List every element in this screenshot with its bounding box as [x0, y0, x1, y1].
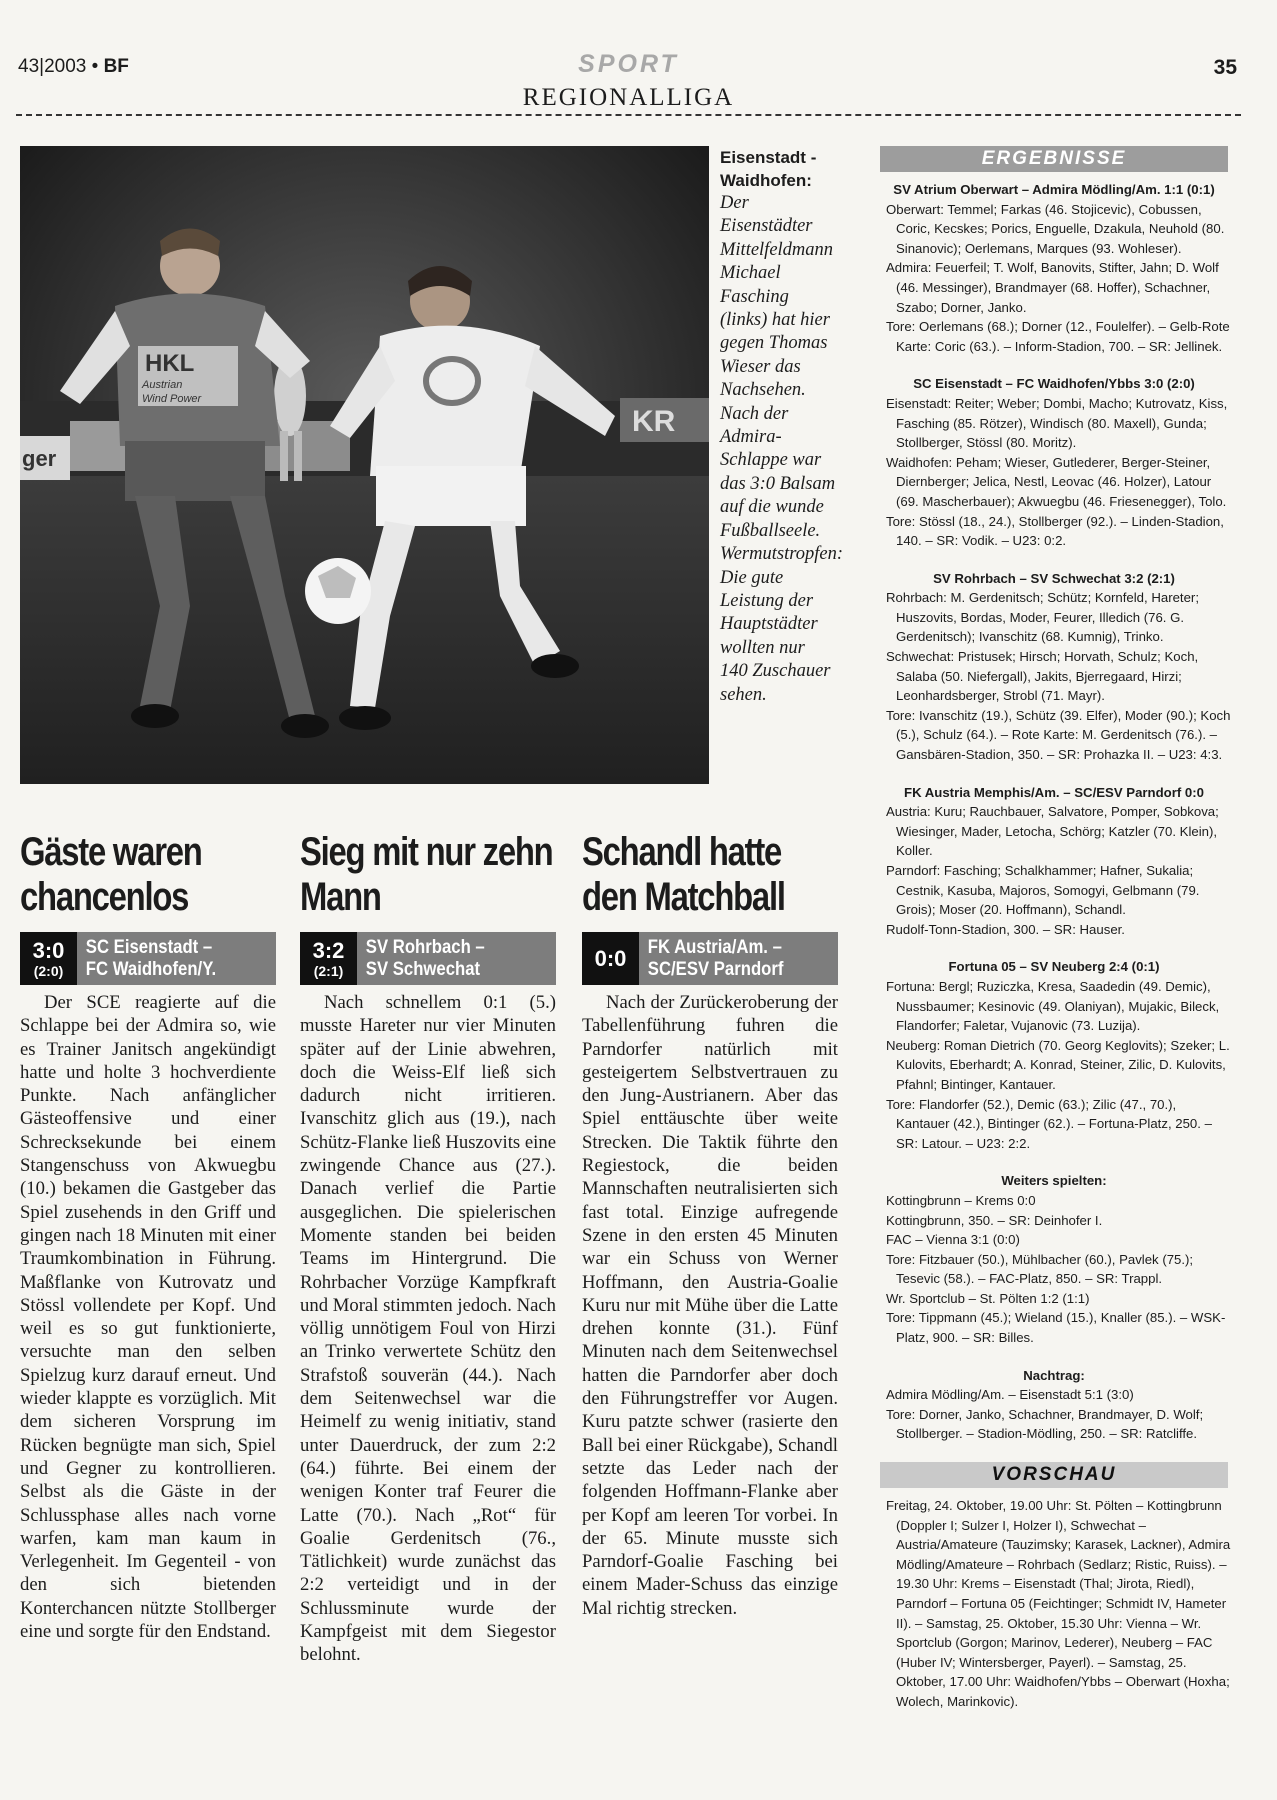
shirt-sponsor-line1: Austrian [142, 379, 183, 391]
publication-name: BF [103, 56, 129, 77]
result-line: Rohrbach: M. Gerdenitsch; Schütz; Kornfeld, Hareter; Huszovits, Bordas, Moder, Feurer, Illedich (76. G. Gerdenitsch); Ivanschitz (68. Kumnig), Trinko. [886, 590, 1199, 645]
result-line: Tore: Tippmann (45.); Wieland (15.), Knaller (85.). – WSK-Platz, 900. – SR: Billes. [886, 1310, 1226, 1346]
result-title: SV Rohrbach – SV Schwechat 3:2 (2:1) [933, 570, 1175, 586]
match-photo [20, 146, 709, 784]
result-line: Tore: Stössl (18., 24.), Stollberger (92.). – Linden-Stadion, 140. – SR: Vodik. – U23: 0:2. [886, 513, 1224, 549]
page-number: 35 [1213, 56, 1237, 79]
article-paragraph: Nach schnellem 0:1 (5.) musste Hareter nur vier Minuten später auf der Linie abwehren, doch die Weiss-Elf ließ sich dadurch nicht irritieren. Ivanschitz glich aus (19.), nach Schütz-Flanke ließ Huszovits eine zwingende Chance aus (27.). Danach verlief die Partie ausgeglichen. Die spielerischen Momente standen bei beiden Teams im Hintergrund. Die Rohrbacher Vorzüge Kampfkraft und Moral stimmten jedoch. Nach völlig unnötigem Foul von Hirzi an Trinko verwertete Schütz den Strafstoß souverän (44.). Nach dem Seitenwechsel war die Heimelf zu wenig initiativ, stand unter Dauerdruck, der zum 2:2 (64.) führte. Bei einem der wenigen Konter traf Feurer die Latte (70.). Nach „Rot“ für Goalie Gerdenitsch (76., Tätlichkeit) wurde zunächst das 2:2 verteidigt und in der Schlussminute wurde der Kampfgeist mit dem Siegestor belohnt. [300, 992, 556, 1666]
result-line: Wr. Sportclub – St. Pölten 1:2 (1:1) [886, 1290, 1090, 1306]
article-headline: Gäste waren chancenlos [20, 830, 202, 919]
article-headline: Schandl hatte den Matchball [582, 830, 785, 919]
issue-number: 43|2003 • [18, 56, 99, 77]
score-box [20, 932, 77, 985]
result-line: Admira Mödling/Am. – Eisenstadt 5:1 (3:0) [886, 1387, 1134, 1403]
away-team: FC Waidhofen/Y. [85, 959, 217, 980]
result-line: Neuberg: Roman Dietrich (70. Georg Keglovits); Szeker; L. Kulovits, Eberhardt; A. Konrad, Steiner, Zilic, D. Kulovits, Pfahnl; Bintinger, Kantauer. [886, 1037, 1230, 1092]
result-line: Rudolf-Tonn-Stadion, 300. – SR: Hauser. [886, 921, 1125, 937]
result-line: Tore: Flandorfer (52.), Demic (63.); Zilic (47., 70.), Kantauer (42.), Bintinger (62.). – Fortuna-Platz, 250. – SR: Latour. – U23: 2:2. [886, 1096, 1212, 1151]
article-austria [582, 830, 838, 1620]
result-title: Nachtrag: [1023, 1367, 1085, 1383]
preview-heading: VORSCHAU [880, 1462, 1228, 1488]
result-line: Eisenstadt: Reiter; Weber; Dombi, Macho; Kutrovatz, Kiss, Fasching (85. Rötzer), Windisch (80. Maxell), Gunda; Stollberger, Stössl (80. Moritz). [886, 395, 1228, 451]
shirt-sponsor-logo: HKL [145, 350, 195, 377]
caption-title: Eisenstadt - Waidhofen: [720, 148, 817, 190]
result-line: Austria: Kuru; Rauchbauer, Salvatore, Pomper, Sobkova; Wiesinger, Mader, Letocha, Schörg; Katzler (70. Klein), Koller. [886, 804, 1219, 859]
away-team: SV Schwechat [365, 959, 481, 980]
score-bar [582, 932, 838, 985]
score-box [300, 932, 357, 985]
photo-caption [720, 146, 843, 707]
results-list [876, 180, 1232, 1444]
article-eisenstadt [20, 830, 276, 1643]
article-body [20, 991, 276, 1643]
result-block [876, 1171, 1232, 1347]
article-rohrbach [300, 830, 556, 1667]
results-column [876, 146, 1232, 1730]
article-paragraph: Nach der Zurückeroberung der Tabellenführung fuhren die Parndorfer natürlich mit gesteigertem Selbstvertrauen zu den Jung-Austrianern. Aber das Spiel enttäuschte über weite Strecken. Die Taktik führte den Regiestock, die beiden Mannschaften neutralisierten sich fast total. Einzige aufregende Szene in den ersten 45 Minuten war ein Schuss von Werner Hoffmann, den Austria-Goalie Kuru nur mit Mühe über die Latte drehen konnte (31.). Fünf Minuten nach dem Seitenwechsel hatten die Parndorfer aber doch den Führungstreffer vor Augen. Kuru patzte schwer (rasierte den Ball bei einer Rückgabe), Schandl setzte das Leder nach der folgenden Hoffmann-Flanke aber per Kopf am leeren Tor vorbei. In der 65. Minute musste sich Parndorf-Goalie Fasching bei einem Mader-Schuss das einzige Mal richtig strecken. [582, 992, 838, 1619]
home-team: FK Austria/Am. – [647, 937, 782, 958]
result-block [876, 374, 1232, 550]
match-photo-illustration [20, 146, 709, 784]
result-line: Waidhofen: Peham; Wieser, Gutlederer, Berger-Steiner, Diernberger; Jelica, Nestl, Leovac (46. Holzer), Latour (69. Mascherbauer); Akwuegbu (46. Friesenegger), Tolo. [886, 454, 1227, 509]
match-teams [639, 932, 783, 985]
score-box [582, 932, 639, 985]
svg-text:ger: ger [22, 446, 57, 471]
result-line: Fortuna: Bergl; Ruziczka, Kresa, Saadedin (49. Demic), Nussbaumer; Kesinovic (49. Olaniyan), Mujakic, Bileck, Flandorfer; Faletar, Vujanovic (73. Luzija). [886, 978, 1220, 1034]
score-bar [300, 932, 556, 985]
away-team: SC/ESV Parndorf [647, 959, 784, 980]
section-title: SPORT [578, 50, 679, 78]
result-block [876, 180, 1232, 356]
preview-block [876, 1496, 1232, 1712]
halftime-score: (2:1) [313, 962, 344, 979]
match-teams [77, 932, 216, 985]
final-score: 0:0 [594, 945, 627, 971]
result-line: Kottingbrunn, 350. – SR: Deinhofer I. [886, 1212, 1103, 1228]
result-line: Tore: Oerlemans (68.); Dorner (12., Foulelfer). – Gelb-Rote Karte: Coric (63.). – Inform-Stadion, 700. – SR: Jellinek. [886, 319, 1230, 354]
subsection-title: REGIONALLIGA [522, 84, 735, 111]
result-line: Kottingbrunn – Krems 0:0 [886, 1192, 1036, 1208]
article-paragraph: Der SCE reagierte auf die Schlappe bei der Admira so, wie es Trainer Janitsch angekündigt hatte und holte 3 hochverdiente Punkte. Nach anfänglicher Gästeoffensive und einer Schrecksekunde bei einem Stangenschuss von Akwuegbu (10.) bekamen die Gastgeber das Spiel zusehends in den Griff und gingen nach 18 Minuten mit einer Traumkombination in Führung. Maßflanke von Kutrovatz und Stössl vollendete per Kopf. Und weil es so gut funktionierte, versuchte man den selben Spielzug kurz darauf erneut. Und wieder klappte es vorzüglich. Mit dem sicheren Vorsprung im Rücken begnügte man sich, Spiel und Gegner zu kontrollieren. Selbst als die Gäste in der Schlussphase alles nach vorne warfen, kam man kaum in Verlegenheit. Im Gegenteil - von den sich bietenden Konterchancen nützte Stollberger eine und sorgte für den Endstand. [20, 992, 276, 1643]
result-title: Weiters spielten: [1001, 1173, 1107, 1189]
result-block [876, 1366, 1232, 1444]
result-title: FK Austria Memphis/Am. – SC/ESV Parndorf 0:0 [904, 784, 1204, 800]
home-team: SV Rohrbach – [365, 937, 485, 958]
result-title: Fortuna 05 – SV Neuberg 2:4 (0:1) [948, 959, 1160, 975]
final-score: 3:2 [312, 937, 345, 963]
article-body [582, 991, 838, 1620]
result-line: Tore: Dorner, Janko, Schachner, Brandmayer, D. Wolf; Stollberger. – Stadion-Mödling, 250. – SR: Ratcliffe. [886, 1406, 1204, 1442]
header-divider [16, 114, 1241, 116]
preview-text: Freitag, 24. Oktober, 19.00 Uhr: St. Pölten – Kottingbrunn (Doppler I; Sulzer I, Holzer I), Schwechat – Austria/Amateure (Tauzimsky; Karasek, Lackner), Admira Mödling/Amateure – Rohrbach (Sedlarz; Ristic, Ruiss). – 19.30 Uhr: Krems – Eisenstadt (Thal; Jirota, Riedl), Parndorf – Fortuna 05 (Feichtinger; Schmidt IV, Hameter II). – Samstag, 25. Oktober, 15.30 Uhr: Vienna – Wr. Sportclub (Gorgon; Marinov, Lederer), Neuberg – FAC (Huber IV; Wintersberger, Payerl). – Samstag, 25. Oktober, 17.00 Uhr: Waidhofen/Ybbs – Oberwart (Hoxha; Wolech, Marinkovic). [886, 1498, 1231, 1709]
results-heading: ERGEBNISSE [880, 146, 1228, 172]
final-score: 3:0 [32, 937, 65, 963]
football [305, 558, 371, 624]
result-line: Admira: Feuerfeil; T. Wolf, Banovits, Stifter, Jahn; D. Wolf (46. Messinger), Brandmayer (68. Hoffer), Schachner, Szabo; Dorner, Janko. [886, 260, 1219, 315]
page-header [16, 48, 1241, 110]
result-line: Tore: Fitzbauer (50.), Mühlbacher (60.), Pavlek (75.); Tesevic (58.). – FAC-Platz, 850. – SR: Trappl. [886, 1251, 1194, 1287]
result-block [876, 783, 1232, 940]
article-headline: Sieg mit nur zehn Mann [300, 830, 553, 919]
halftime-score: (2:0) [33, 962, 64, 979]
match-teams [357, 932, 485, 985]
result-line: FAC – Vienna 3:1 (0:0) [886, 1232, 1020, 1248]
result-block [876, 957, 1232, 1153]
result-line: Schwechat: Pristusek; Hirsch; Horvath, Schulz; Koch, Salaba (50. Niefergall), Jakits, Bjerregaard, Hirzi; Leonhardsberger, Strobl (71. Mayr). [886, 649, 1199, 704]
result-line: Tore: Ivanschitz (19.), Schütz (39. Elfer), Moder (90.); Koch (5.), Schulz (64.). – Rote Karte: M. Gerdenitsch (76.). – Gansbären-Stadion, 350. – SR: Prohazka II. – U23: 4:3. [886, 707, 1231, 763]
result-line: Oberwart: Temmel; Farkas (46. Stojicevic), Cobussen, Coric, Kecskes; Porics, Enguelle, Dzakula, Neuhold (80. Sinanovic); Oerlemans, Marques (93. Wohleser). [886, 201, 1225, 256]
caption-text: Der Eisenstädter Mittelfeldmann Michael Fasching (links) hat hier gegen Thomas Wieser das Nachsehen. Nach der Admira-Schlappe war das 3:0 Balsam auf die wunde Fußballseele. Wermutstropfen: Die gute Leistung der Hauptstädter wollten nur 140 Zuschauer sehen. [720, 193, 843, 705]
result-title: SV Atrium Oberwart – Admira Mödling/Am. 1:1 (0:1) [893, 182, 1215, 197]
ad-text-right: KR [632, 405, 676, 438]
score-bar [20, 932, 276, 985]
result-title: SC Eisenstadt – FC Waidhofen/Ybbs 3:0 (2:0) [913, 376, 1195, 392]
home-team: SC Eisenstadt – [85, 937, 213, 958]
shirt-sponsor-line2: Wind Power [142, 393, 202, 405]
article-body [300, 991, 556, 1667]
result-block [876, 569, 1232, 765]
result-line: Parndorf: Fasching; Schalkhammer; Hafner, Sukalia; Cestnik, Kasuba, Majoros, Somogyi, Gelbmann (79. Grois); Moser (20. Hoffmann), Schandl. [886, 863, 1200, 918]
